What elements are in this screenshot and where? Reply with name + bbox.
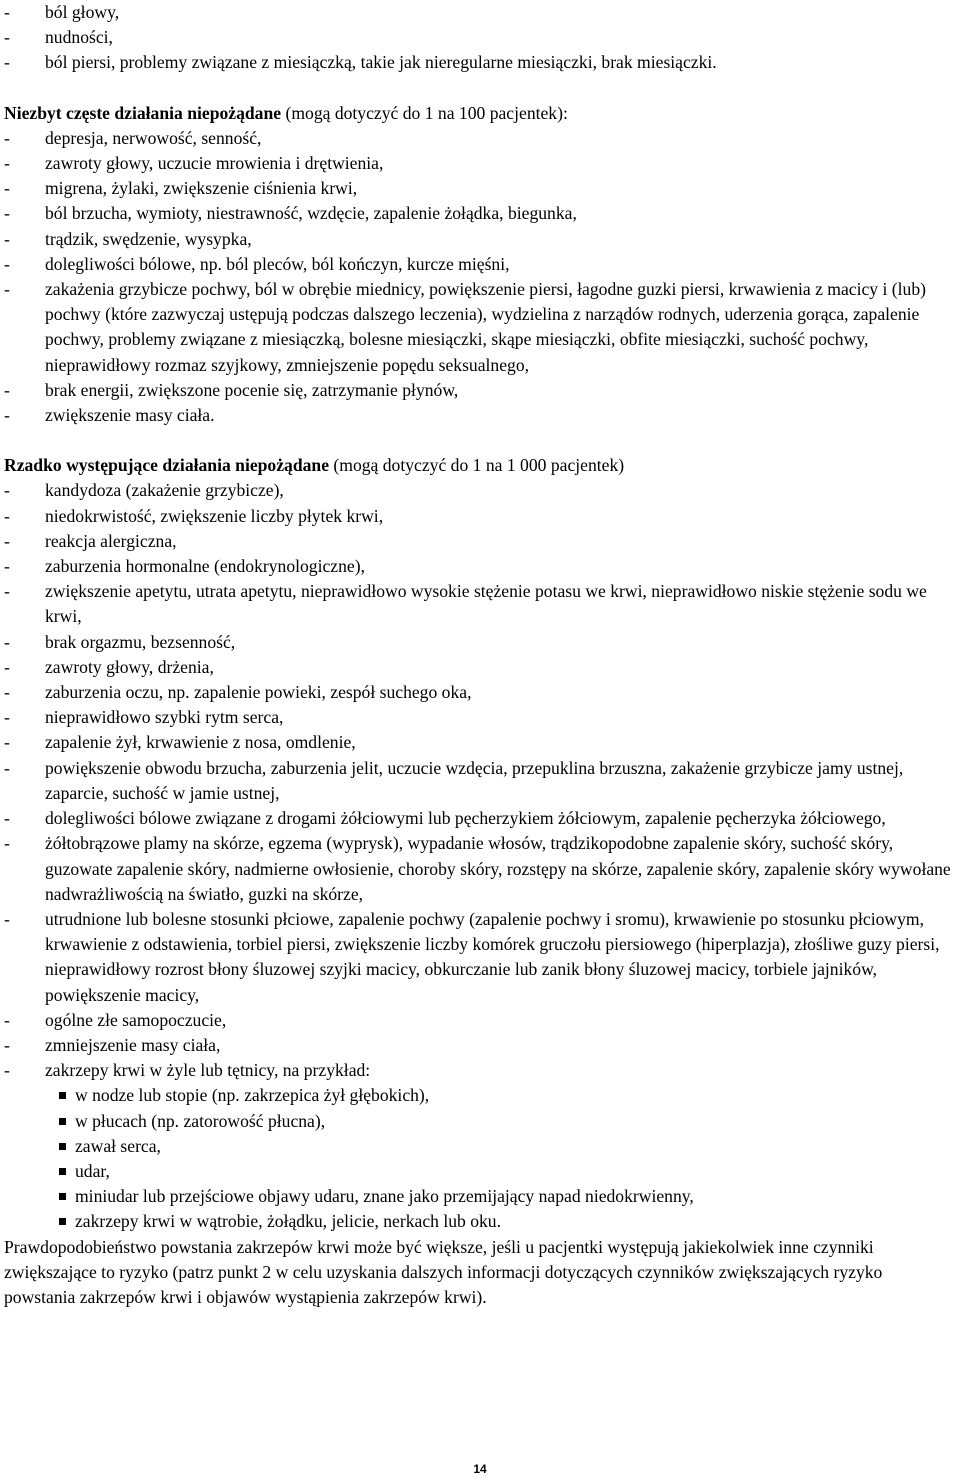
list-item: - powiększenie obwodu brzucha, zaburzenia jelit, uczucie wzdęcia, przepuklina brzuszna, zakażenie grzybicze jamy ustnej, zaparcie, suchość w jamie ustnej, (4, 756, 956, 806)
rare-heading-bold: Rzadko występujące działania niepożądane (4, 455, 330, 476)
intro-list (4, 0, 956, 76)
list-item: - zapalenie żył, krwawienie z nosa, omdlenie, (4, 730, 956, 755)
list-item: - migrena, żylaki, zwiększenie ciśnienia krwi, (4, 176, 956, 201)
list-item-clots (4, 1058, 956, 1234)
list-item: - nudności, (4, 25, 956, 50)
page-number: 14 (473, 1462, 487, 1476)
document-page (4, 0, 956, 1310)
list-item: - dolegliwości bólowe związane z drogami żółciowymi lub pęcherzykiem żółciowym, zapalenie pęcherzyka żółciowego, (4, 806, 956, 831)
list-item: - trądzik, swędzenie, wysypka, (4, 227, 956, 252)
list-item: - zwiększenie apetytu, utrata apetytu, nieprawidłowo wysokie stężenie potasu we krwi, nieprawidłowo niskie stężenie sodu we krwi, (4, 579, 956, 629)
list-item: - depresja, nerwowość, senność, (4, 126, 956, 151)
uncommon-heading (4, 101, 956, 126)
closing-paragraph: Prawdopodobieństwo powstania zakrzepów krwi może być większe, jeśli u pacjentki występują jakiekolwiek inne czynniki zwiększające to ryzyko (patrz punkt 2 w celu uzyskania dalszych informacji dotyczących czynników zwiększających ryzyko powstania zakrzepów krwi i objawów wystąpienia zakrzepów krwi). (4, 1236, 883, 1307)
rare-heading (4, 453, 956, 478)
list-item: - zaburzenia oczu, np. zapalenie powieki, zespół suchego oka, (4, 680, 956, 705)
list-item: - niedokrwistość, zwiększenie liczby płytek krwi, (4, 504, 956, 529)
list-item: - reakcja alergiczna, (4, 529, 956, 554)
rare-list (4, 478, 956, 1234)
list-item: - ogólne złe samopoczucie, (4, 1008, 956, 1033)
sublist-item: miniudar lub przejściowe objawy udaru, znane jako przemijający napad niedokrwienny, (59, 1184, 956, 1209)
sublist-item: zawał serca, (59, 1134, 956, 1159)
clots-item-label: zakrzepy krwi w żyle lub tętnicy, na przykład: (45, 1060, 371, 1081)
list-item: - zawroty głowy, uczucie mrowienia i drętwienia, (4, 151, 956, 176)
list-item: - nieprawidłowo szybki rytm serca, (4, 705, 956, 730)
list-item: - utrudnione lub bolesne stosunki płciowe, zapalenie pochwy (zapalenie pochwy i sromu), krwawienie po stosunku płciowym, krwawienie z odstawienia, torbiel piersi, zwiększenie liczby komórek gruczołu piersiowego (hiperplazja), złośliwe guzy piersi, nieprawidłowy rozrost błony śluzowej szyjki macicy, obkurczanie lub zanik błony śluzowej macicy, torbiele jajników, powiększenie macicy, (4, 907, 956, 1008)
uncommon-heading-bold: Niezbyt częste działania niepożądane (4, 102, 282, 123)
sublist-item: w płucach (np. zatorowość płucna), (59, 1109, 956, 1134)
sublist-item: zakrzepy krwi w wątrobie, żołądku, jelicie, nerkach lub oku. (59, 1209, 956, 1234)
list-item: - ból głowy, (4, 0, 956, 25)
sublist-item: udar, (59, 1159, 956, 1184)
list-item: - ból brzucha, wymioty, niestrawność, wzdęcie, zapalenie żołądka, biegunka, (4, 201, 956, 226)
list-item: - żółtobrązowe plamy na skórze, egzema (wyprysk), wypadanie włosów, trądzikopodobne zapalenie skóry, suchość skóry, guzowate zapalenie skóry, nadmierne owłosienie, choroby skóry, rozstępy na skórze, zapalenie skóry, zapalenie skóry wywołane nadwrażliwością na światło, guzki na skórze, (4, 831, 956, 907)
uncommon-list (4, 126, 956, 428)
clots-sublist (45, 1083, 956, 1234)
rare-heading-rest: (mogą dotyczyć do 1 na 1 000 pacjentek) (329, 455, 625, 476)
list-item: - brak energii, zwiększone pocenie się, zatrzymanie płynów, (4, 378, 956, 403)
list-item: - kandydoza (zakażenie grzybicze), (4, 478, 956, 503)
list-item: - zakażenia grzybicze pochwy, ból w obrębie miednicy, powiększenie piersi, łagodne guzki piersi, krwawienia z macicy i (lub) pochwy (które zazwyczaj ustępują podczas dalszego leczenia), wydzielina z narządów rodnych, uderzenia gorąca, zapalenie pochwy, problemy związane z miesiączką, bolesne miesiączki, skąpe miesiączki, obfite miesiączki, suchość pochwy, nieprawidłowy rozmaz szyjkowy, zmniejszenie popędu seksualnego, (4, 277, 956, 378)
list-item: - dolegliwości bólowe, np. ból pleców, ból kończyn, kurcze mięśni, (4, 252, 956, 277)
list-item: - zwiększenie masy ciała. (4, 403, 956, 428)
uncommon-heading-rest: (mogą dotyczyć do 1 na 100 pacjentek): (281, 102, 568, 123)
sublist-item: w nodze lub stopie (np. zakrzepica żył głębokich), (59, 1083, 956, 1108)
list-item: - brak orgazmu, bezsenność, (4, 630, 956, 655)
list-item: - zawroty głowy, drżenia, (4, 655, 956, 680)
list-item: - ból piersi, problemy związane z miesiączką, takie jak nieregularne miesiączki, brak miesiączki. (4, 50, 956, 75)
list-item: - zmniejszenie masy ciała, (4, 1033, 956, 1058)
list-item: - zaburzenia hormonalne (endokrynologiczne), (4, 554, 956, 579)
